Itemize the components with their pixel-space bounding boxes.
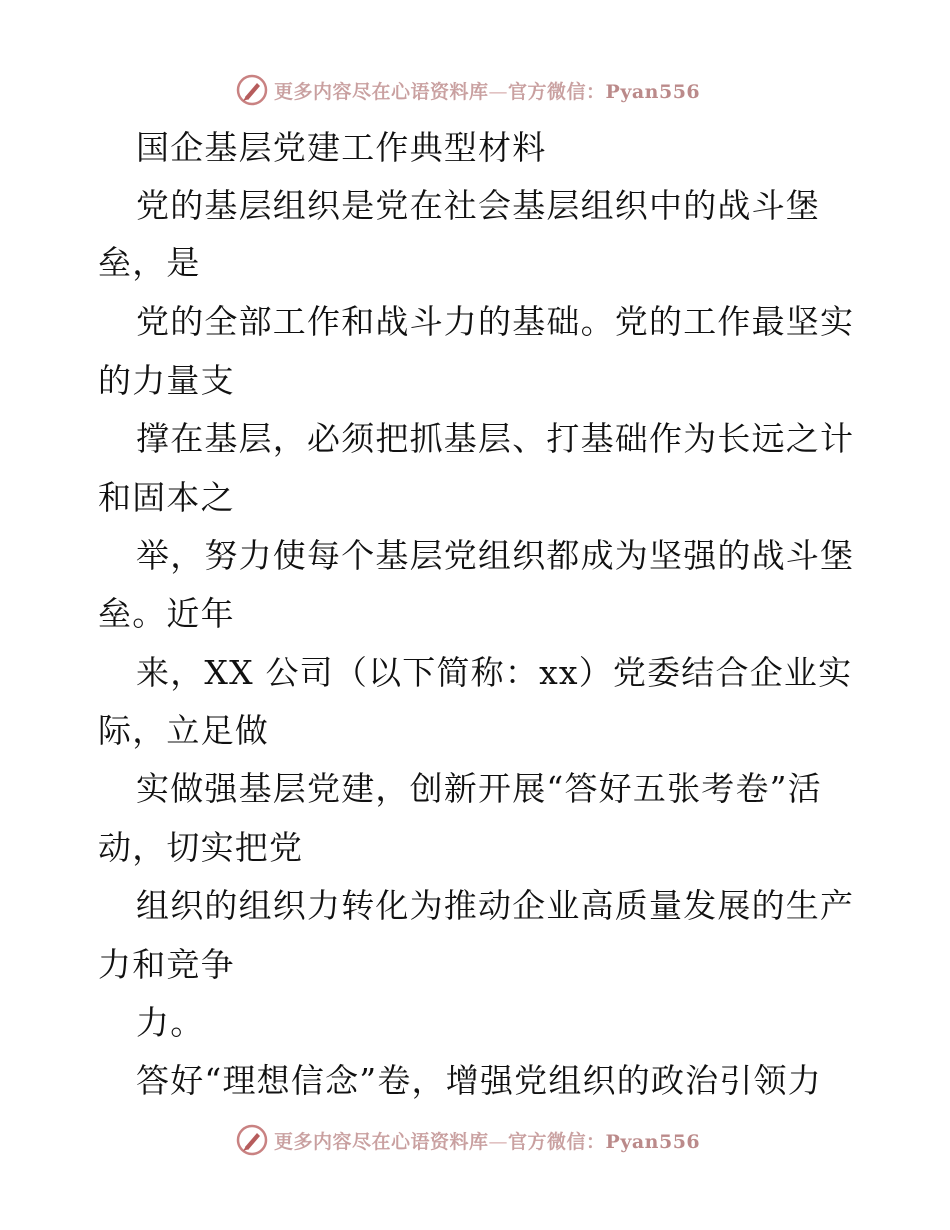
watermark-text <box>274 77 700 104</box>
pen-nib-logo-icon <box>236 74 268 106</box>
header-watermark-banner <box>236 72 700 108</box>
text-line: 动，切实把党 <box>98 828 304 867</box>
pen-nib-logo-icon <box>236 1124 268 1156</box>
text-line: 垒，是 <box>98 243 201 282</box>
text-line: 党的基层组织是党在社会基层组织中的战斗堡 <box>136 186 820 225</box>
footer-watermark-banner <box>236 1122 700 1158</box>
text-line: 撑在基层，必须把抓基层、打基础作为长远之计 <box>136 419 855 458</box>
text-line: 党的全部工作和战斗力的基础。党的工作最坚实 <box>136 302 855 341</box>
section-heading: 答好“理想信念”卷，增强党组织的政治引领力 <box>136 1061 822 1100</box>
text-line: 和固本之 <box>98 478 235 517</box>
text-line: 组织的组织力转化为推动企业高质量发展的生产 <box>136 886 855 925</box>
brand-text: 更多内容尽在心语资料库 <box>274 1130 489 1153</box>
banner-dash: — <box>488 80 509 103</box>
text-line: 际，立足做 <box>98 711 269 750</box>
wechat-id: Pyan556 <box>605 80 701 103</box>
text-line: 举，努力使每个基层党组织都成为坚强的战斗堡 <box>136 536 855 575</box>
text-line: 来，XX 公司（以下简称：xx）党委结合企业实 <box>136 653 853 692</box>
wechat-label: 官方微信： <box>508 1130 606 1153</box>
text-line: 实做强基层党建，创新开展“答好五张考卷”活 <box>136 769 822 808</box>
brand-text: 更多内容尽在心语资料库 <box>274 80 489 103</box>
text-line: 力和竞争 <box>98 945 235 984</box>
wechat-id: Pyan556 <box>605 1130 701 1153</box>
text-line: 的力量支 <box>98 361 235 400</box>
watermark-text <box>274 1127 700 1154</box>
document-title: 国企基层党建工作典型材料 <box>136 128 547 167</box>
banner-dash: — <box>488 1130 509 1153</box>
wechat-label: 官方微信： <box>508 80 606 103</box>
text-line: 垒。近年 <box>98 594 235 633</box>
text-line: 力。 <box>136 1003 205 1042</box>
